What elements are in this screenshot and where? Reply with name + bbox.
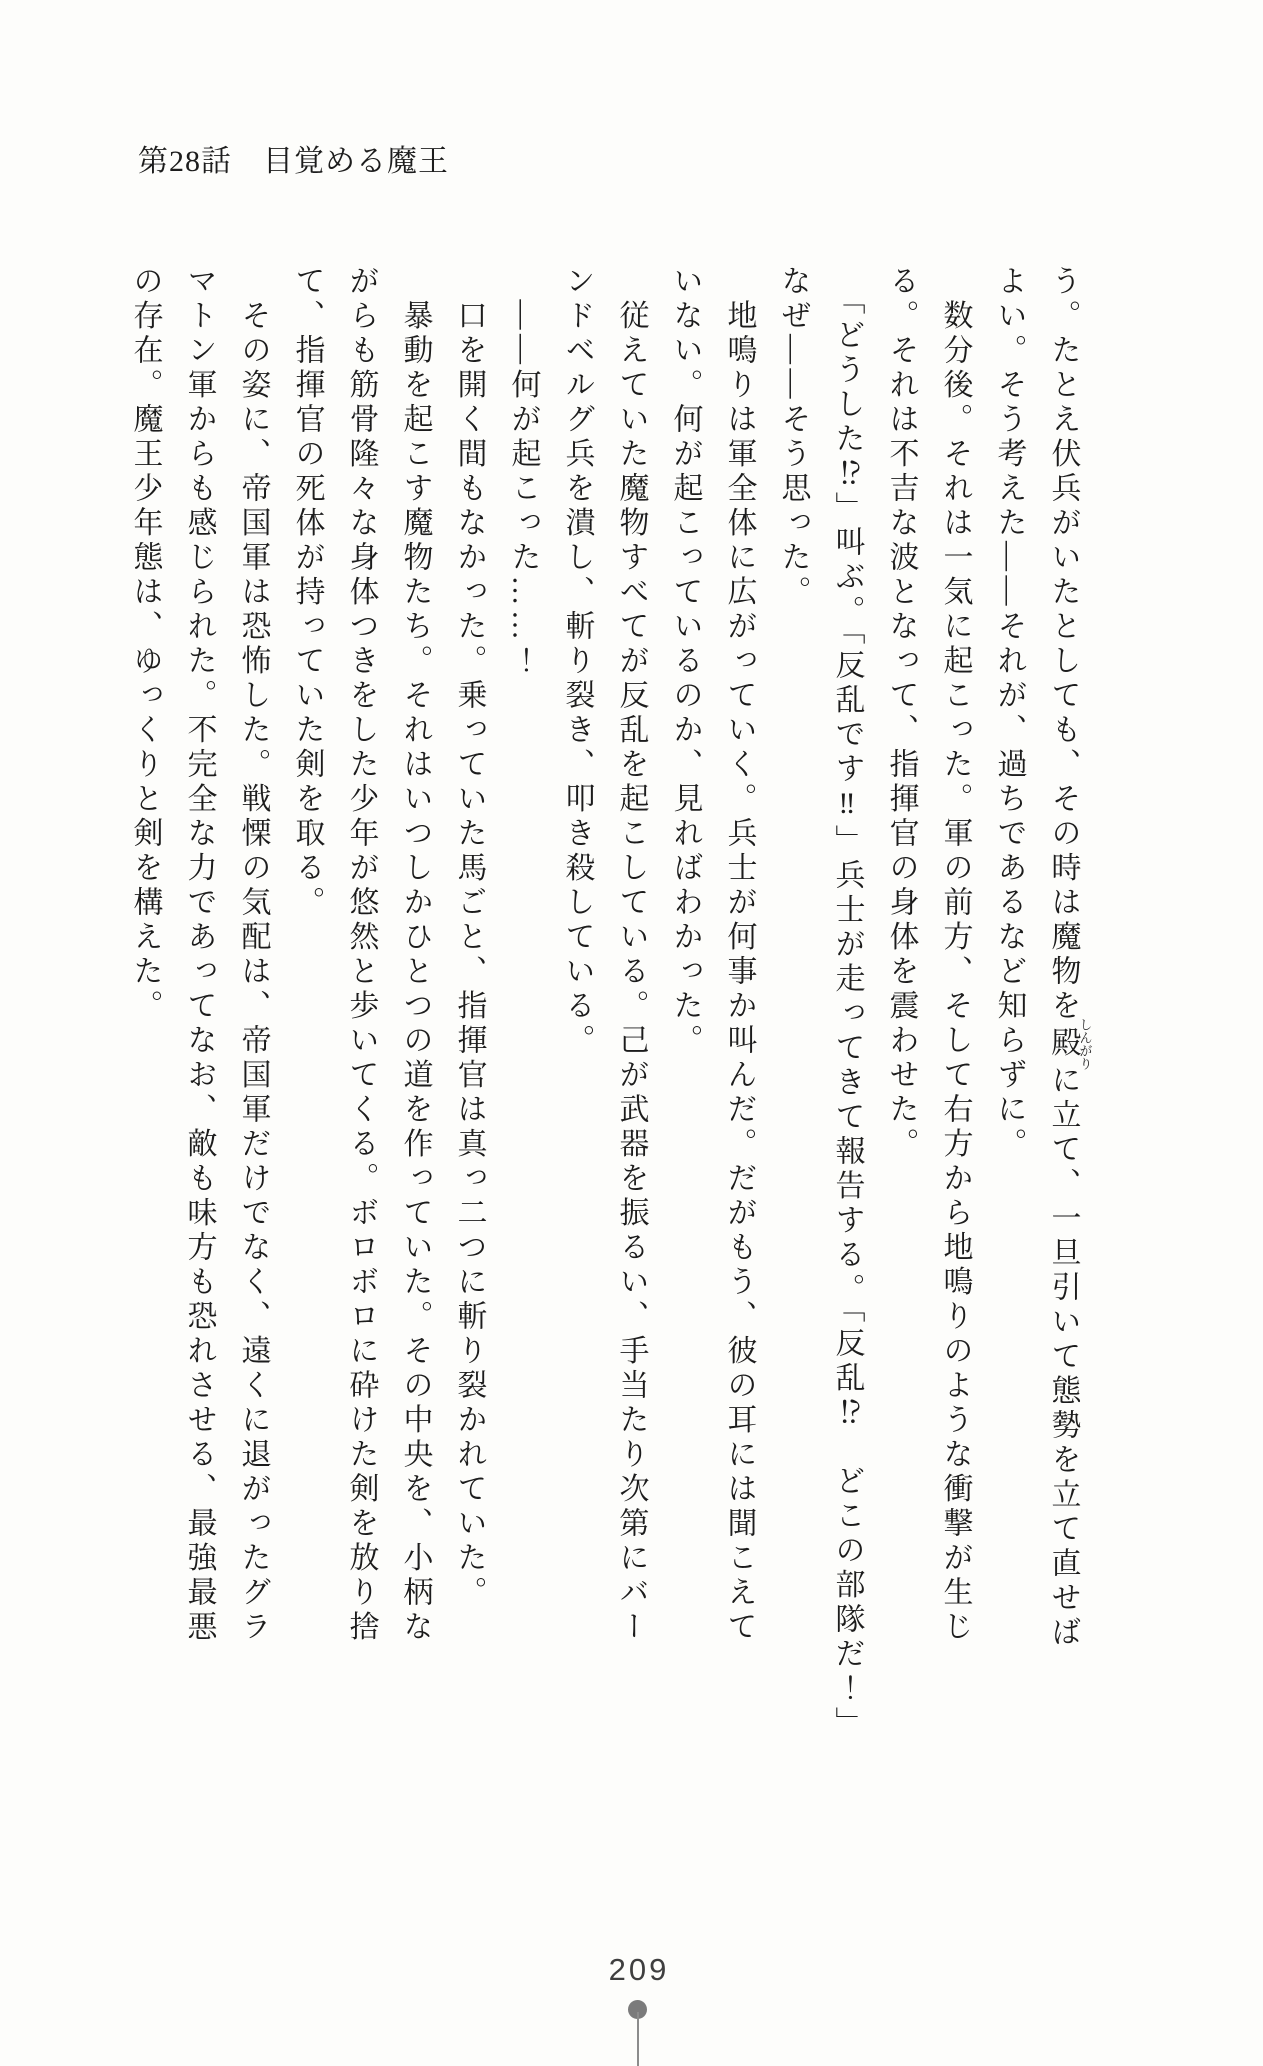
text-line: がらも筋骨隆々な身体つきをした少年が悠然と歩いてくる。ボロボロに砕けた剣を放り捨 (344, 265, 378, 1645)
chapter-header: 第28話 目覚める魔王 (138, 145, 449, 178)
text-line (1036, 265, 1093, 1765)
text-segment: に立て、一旦引いて態勢を立て直せば (1046, 1064, 1080, 1651)
page-number: 209 (608, 1952, 670, 1987)
text-line: 地鳴りは軍全体に広がっていく。兵士が何事か叫んだ。だがもう、彼の耳には聞こえて (722, 265, 756, 1645)
text-line: よい。そう考えた――それが、過ちであるなど知らずに。 (992, 265, 1026, 1162)
text-line: 数分後。それは一気に起こった。軍の前方、そして右方から地鳴りのような衝撃が生じ (938, 265, 972, 1645)
text-segment: う。たとえ伏兵がいたとしても、その時は魔物を (1046, 265, 1080, 1024)
text-line: マトン軍からも感じられた。不完全な力であってなお、敵も味方も恐れさせる、最強最悪 (182, 265, 216, 1645)
text-line: 口を開く間もなかった。乗っていた馬ごと、指揮官は真っ二つに斬り裂かれていた。 (452, 265, 486, 1611)
ruby-base: 殿 (1046, 1018, 1080, 1070)
text-line: て、指揮官の死体が持っていた剣を取る。 (290, 265, 324, 921)
ruby-annotation (1046, 1018, 1093, 1070)
text-line: ンドベルグ兵を潰し、斬り裂き、叩き殺している。 (560, 265, 594, 1059)
text-line: いない。何が起こっているのか、見ればわかった。 (668, 265, 702, 1059)
text-line: なぜ――そう思った。 (776, 265, 810, 610)
text-line: 「どうした⁉」叫ぶ。「反乱です‼」兵士が走ってきて報告する。「反乱⁉ どこの部隊だ！」 (830, 265, 864, 1741)
text-line: 従えていた魔物すべてが反乱を起こしている。己が武器を振るい、手当たり次第にバー (614, 265, 648, 1645)
text-line: ――何が起こった……！ (506, 265, 540, 679)
ruby-text: しんがり (1077, 1018, 1093, 1070)
text-line: その姿に、帝国軍は恐怖した。戦慄の気配は、帝国軍だけでなく、遠くに退がったグラ (236, 265, 270, 1645)
text-line: の存在。魔王少年態は、ゆっくりと剣を構えた。 (128, 265, 162, 1024)
text-line: る。それは不吉な波となって、指揮官の身体を震わせた。 (884, 265, 918, 1162)
body-text (118, 265, 1093, 1765)
page-marker-line (637, 2012, 639, 2066)
text-line: 暴動を起こす魔物たち。それはいつしかひとつの道を作っていた。その中央を、小柄な (398, 265, 432, 1645)
